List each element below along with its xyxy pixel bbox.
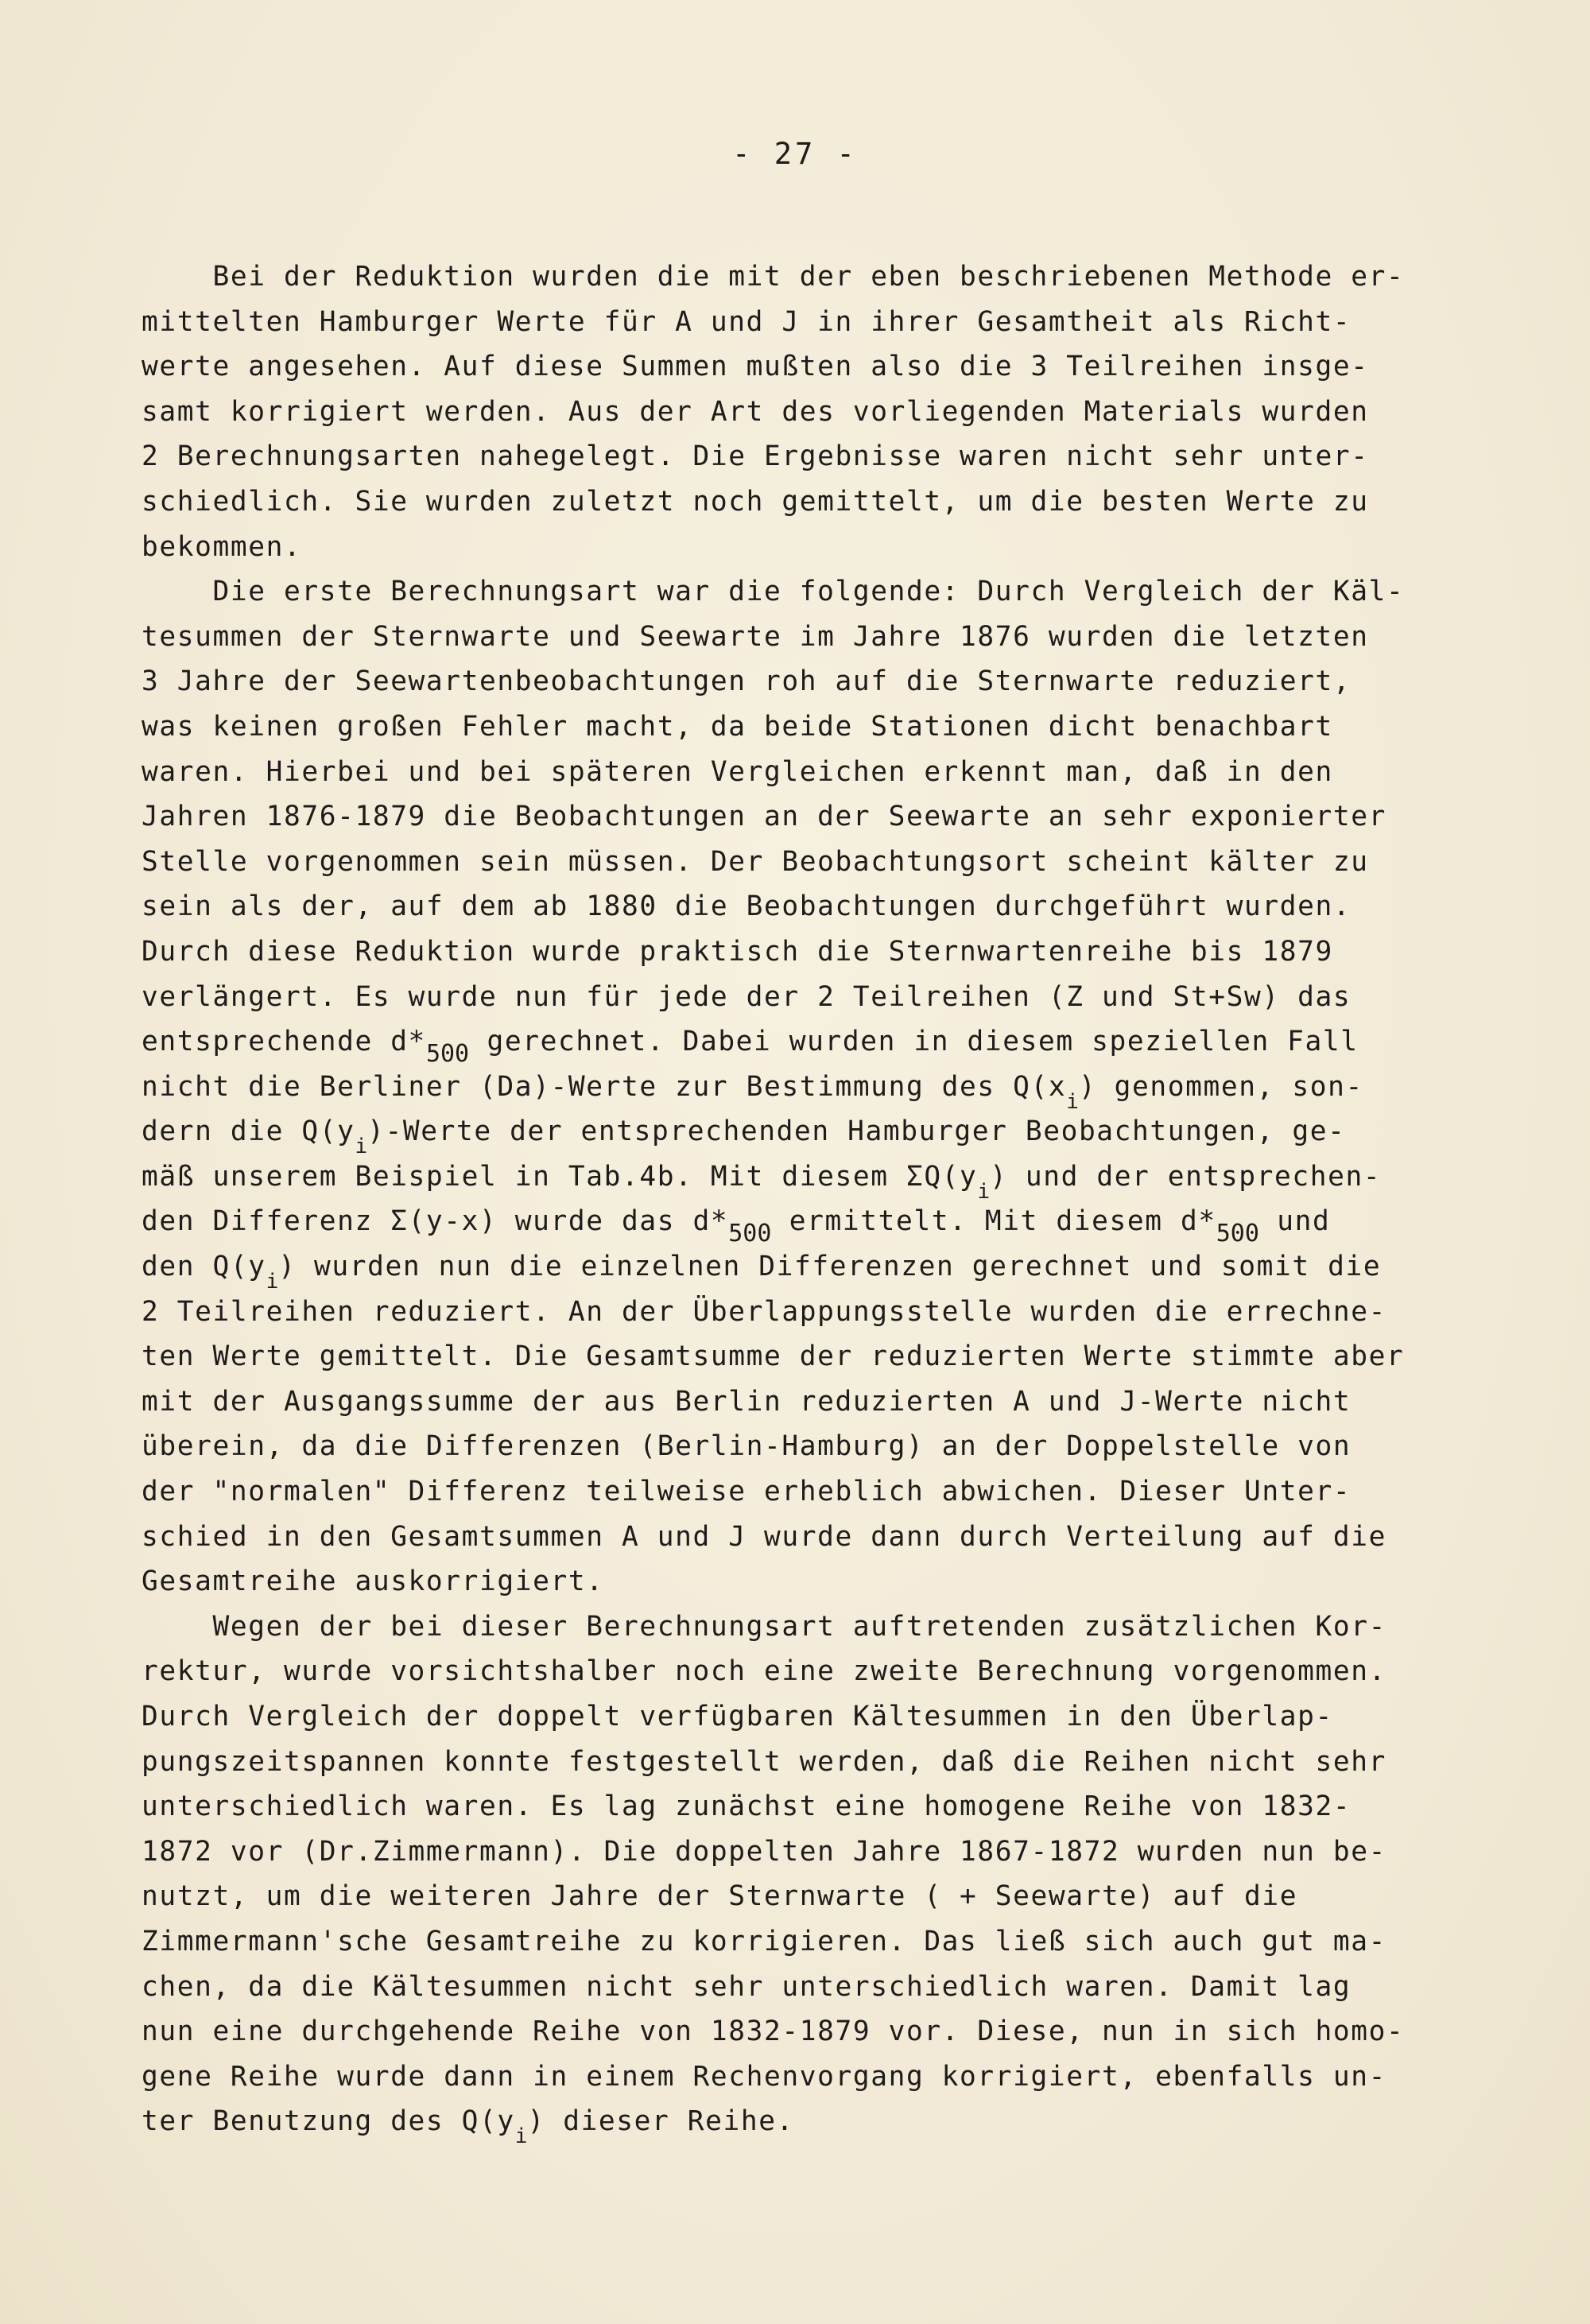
subscript: 500 [728, 1220, 772, 1248]
text-line: 1872 vor (Dr.Zimmermann). Die doppelten Jahre 1867-1872 wurden nun be- [142, 1835, 1386, 1868]
text-line [142, 1154, 1461, 1204]
page-number: - 27 - [732, 137, 858, 171]
text-segment: den Q(y [142, 1251, 266, 1283]
text-line: 2 Berechnungsarten nahegelegt. Die Ergebnisse waren nicht sehr unter- [142, 440, 1369, 473]
text-segment: nicht die Berliner (Da)-Werte zur Bestimmung des Q(x [142, 1070, 1067, 1103]
text-segment: ) und der entsprechen- [990, 1160, 1382, 1193]
text-line: überein, da die Differenzen (Berlin-Hamburg) an der Doppelstelle von [142, 1430, 1352, 1463]
text-line [142, 1065, 1461, 1114]
text-line [142, 1244, 1461, 1294]
text-line: Jahren 1876-1879 die Beobachtungen an der Seewarte an sehr exponierter [142, 801, 1386, 833]
text-line: Stelle vorgenommen sein müssen. Der Beobachtungsort scheint kälter zu [142, 845, 1369, 878]
text-line: der "normalen" Differenz teilweise erheblich abwichen. Dieser Unter- [142, 1476, 1352, 1508]
text-segment: ) wurden nun die einzelnen Differenzen gerechnet und somit die [278, 1251, 1382, 1283]
text-line [142, 2099, 1461, 2149]
text-line: was keinen großen Fehler macht, da beide Stationen dicht benachbart [142, 710, 1333, 743]
text-line [142, 1019, 1461, 1069]
text-line: schiedlich. Sie wurden zuletzt noch gemittelt, um die besten Werte zu [142, 485, 1369, 518]
text-line: Durch diese Reduktion wurde praktisch die Sternwartenreihe bis 1879 [142, 935, 1333, 968]
text-line: pungszeitspannen konnte festgestellt werden, daß die Reihen nicht sehr [142, 1745, 1386, 1778]
text-line: Die erste Berechnungsart war die folgende: Durch Vergleich der Käl- [142, 576, 1405, 608]
text-line: verlängert. Es wurde nun für jede der 2 Teilreihen (Z und St+Sw) das [142, 980, 1352, 1013]
text-line: nun eine durchgehende Reihe von 1832-1879 vor. Diese, nun in sich homo- [142, 2016, 1405, 2048]
text-line: rektur, wurde vorsichtshalber noch eine zweite Berechnung vorgenommen. [142, 1655, 1386, 1688]
subscript: 500 [425, 1040, 470, 1069]
text-segment: gerechnet. Dabei wurden in diesem speziellen Fall [469, 1026, 1359, 1058]
text-line: Durch Vergleich der doppelt verfügbaren Kältesummen in den Überlap- [142, 1701, 1333, 1732]
text-segment: ermittelt. Mit diesem d* [771, 1205, 1216, 1238]
text-segment: )-Werte der entsprechenden Hamburger Beobachtungen, ge- [367, 1115, 1346, 1148]
body-text [142, 254, 1461, 2149]
text-line [142, 1109, 1461, 1159]
subscript: i [514, 2124, 528, 2149]
text-line: bekommen. [142, 530, 302, 563]
text-line: Zimmermann'sche Gesamtreihe zu korrigieren. Das ließ sich auch gut ma- [142, 1925, 1386, 1957]
subscript: 500 [1216, 1220, 1259, 1248]
subscript: i [266, 1270, 279, 1294]
text-line: Bei der Reduktion wurden die mit der eben beschriebenen Methode er- [142, 261, 1405, 293]
text-line: 2 Teilreihen reduziert. An der Überlappungsstelle wurden die errechne- [142, 1295, 1386, 1328]
text-line [142, 1199, 1461, 1248]
text-line: mit der Ausgangssumme der aus Berlin reduzierten A und J-Werte nicht [142, 1385, 1352, 1418]
subscript: i [1066, 1089, 1079, 1114]
text-line: Gesamtreihe auskorrigiert. [142, 1565, 604, 1598]
text-segment: ) genommen, son- [1078, 1070, 1363, 1103]
text-segment: entsprechende d* [142, 1026, 426, 1058]
text-line: nutzt, um die weiteren Jahre der Sternwarte ( + Seewarte) auf die [142, 1880, 1298, 1913]
text-line: unterschiedlich waren. Es lag zunächst eine homogene Reihe von 1832- [142, 1791, 1352, 1823]
subscript: i [355, 1135, 368, 1159]
text-line: ten Werte gemittelt. Die Gesamtsumme der reduzierten Werte stimmte aber [142, 1340, 1405, 1373]
text-segment: mäß unserem Beispiel in Tab.4b. Mit diesem ΣQ(y [142, 1160, 978, 1193]
text-line: samt korrigiert werden. Aus der Art des vorliegenden Materials wurden [142, 395, 1369, 428]
text-line: mittelten Hamburger Werte für A und J in ihrer Gesamtheit als Richt- [142, 305, 1352, 338]
text-line: sein als der, auf dem ab 1880 die Beobachtungen durchgeführt wurden. [142, 890, 1352, 923]
text-segment: den Differenz Σ(y-x) wurde das d* [142, 1205, 729, 1238]
text-segment: ) dieser Reihe. [527, 2105, 795, 2138]
text-line: schied in den Gesamtsummen A und J wurde dann durch Verteilung auf die [142, 1520, 1386, 1553]
text-line: tesummen der Sternwarte und Seewarte im Jahre 1876 wurden die letzten [142, 620, 1369, 653]
subscript: i [977, 1179, 991, 1204]
text-line: Wegen der bei dieser Berechnungsart auftretenden zusätzlichen Kor- [142, 1610, 1386, 1643]
text-segment: ter Benutzung des Q(y [142, 2105, 515, 2138]
text-line: 3 Jahre der Seewartenbeobachtungen roh auf die Sternwarte reduziert, [142, 665, 1352, 698]
text-line: gene Reihe wurde dann in einem Rechenvorgang korrigiert, ebenfalls un- [142, 2060, 1386, 2093]
text-line: werte angesehen. Auf diese Summen mußten also die 3 Teilreihen insge- [142, 351, 1369, 383]
text-line: chen, da die Kältesummen nicht sehr unterschiedlich waren. Damit lag [142, 1970, 1352, 2003]
text-line: waren. Hierbei und bei späteren Vergleichen erkennt man, daß in den [142, 755, 1333, 788]
text-segment: dern die Q(y [142, 1115, 355, 1148]
text-segment: und [1258, 1205, 1331, 1238]
